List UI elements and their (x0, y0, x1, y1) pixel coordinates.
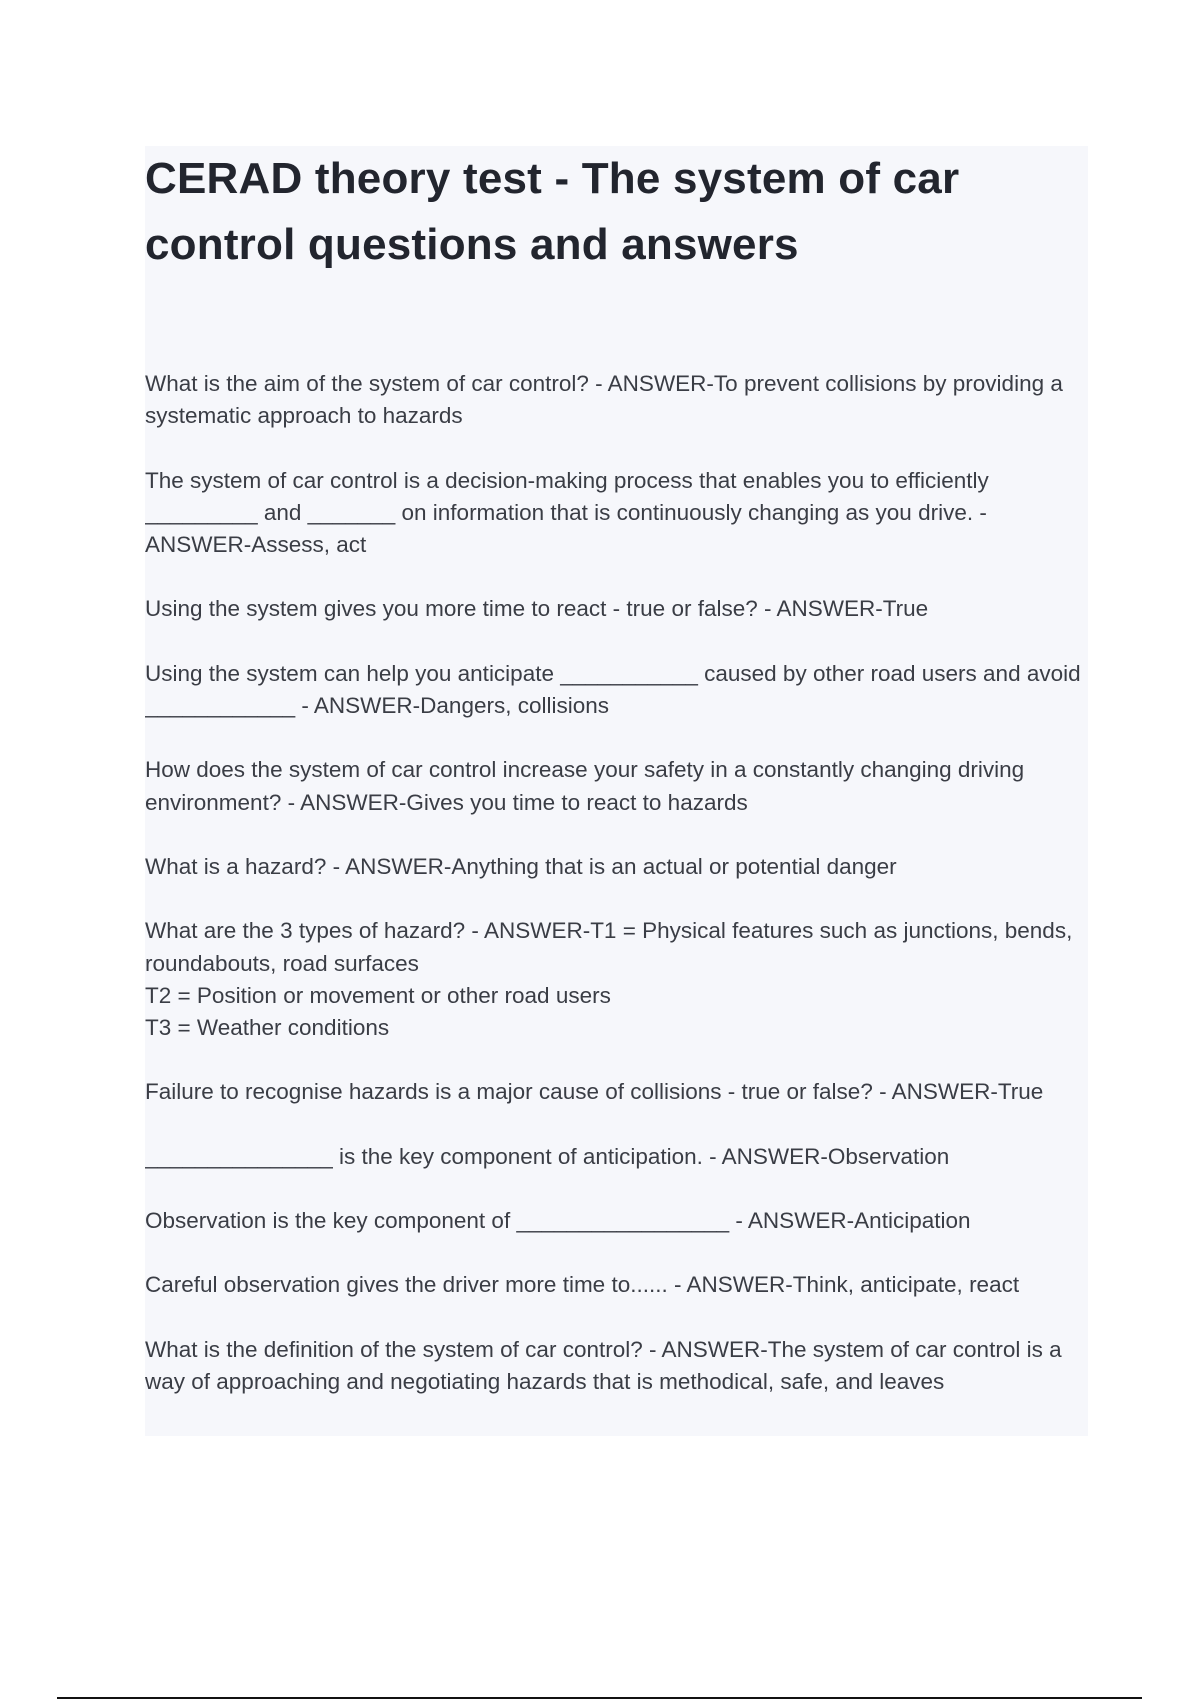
qa-item: How does the system of car control increase your safety in a constantly changing driving environment? - ANSWER-Gives you time to react to hazards (145, 757, 1025, 815)
qa-item: Careful observation gives the driver more time to...... - ANSWER-Think, anticipate, react (145, 1272, 1020, 1298)
qa-item: Using the system can help you anticipate ___________ caused by other road users and avoid ____________ - ANSWER-Dangers, collisions (145, 660, 1081, 719)
qa-item: _______________ is the key component of anticipation. - ANSWER-Observation (145, 1143, 950, 1169)
qa-item: Observation is the key component of _________________ - ANSWER-Anticipation (145, 1208, 971, 1234)
qa-item: Failure to recognise hazards is a major cause of collisions - true or false? - ANSWER-True (145, 1079, 1044, 1105)
qa-list (145, 368, 1088, 1430)
qa-item: What is the aim of the system of car control? - ANSWER-To prevent collisions by providing a systematic approach to hazards (145, 371, 1063, 429)
qa-item: What are the 3 types of hazard? - ANSWER-T1 = Physical features such as junctions, bends, roundabouts, road surfaces T2 = Position or movement or other road users T3 = Weather conditions (145, 918, 1073, 1041)
qa-item: The system of car control is a decision-making process that enables you to efficiently _________ and _______ on information that is continuously changing as you drive. - ANSWER-Assess, act (145, 467, 989, 558)
qa-item: What is the definition of the system of car control? - ANSWER-The system of car control is a way of approaching and negotiating hazards that is methodical, safe, and leaves (145, 1336, 1062, 1394)
qa-item: Using the system gives you more time to react - true or false? - ANSWER-True (145, 596, 929, 622)
content-panel (145, 146, 1088, 1436)
document-title: CERAD theory test - The system of car control questions and answers (145, 154, 960, 269)
qa-item: What is a hazard? - ANSWER-Anything that is an actual or potential danger (145, 853, 897, 879)
footer-divider (57, 1697, 1142, 1699)
